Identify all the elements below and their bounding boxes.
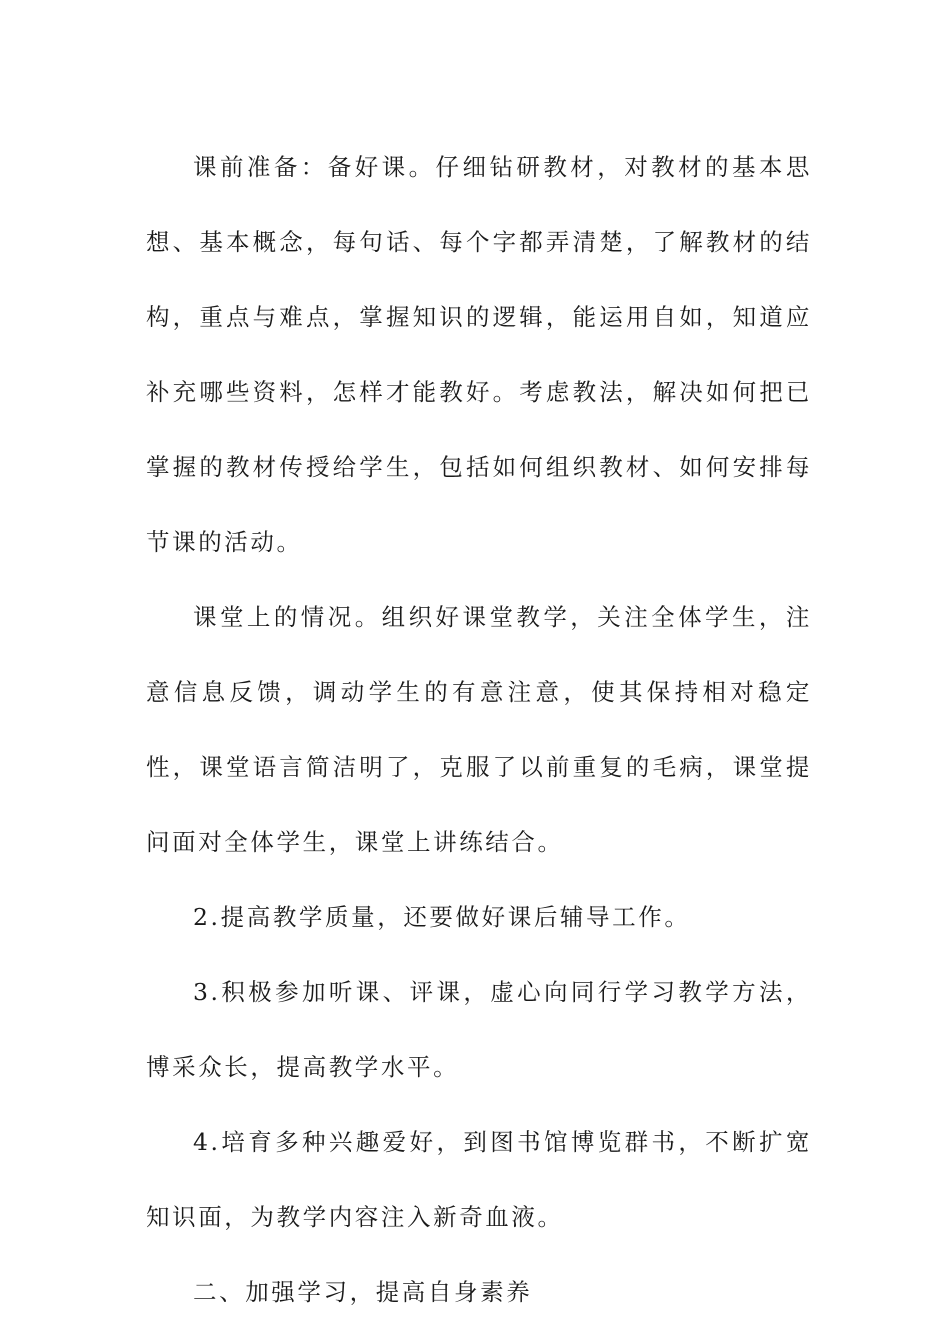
paragraph-lesson-preparation: 课前准备：备好课。仔细钻研教材，对教材的基本思想、基本概念，每句话、每个字都弄清楚，了解教材的结构，重点与难点，掌握知识的逻辑，能运用自如，知道应补充哪些资料，怎样才能教好。考虑教法，解决如何把已掌握的教材传授给学生，包括如何组织教材、如何安排每节课的活动。 <box>146 153 812 556</box>
section-heading-2: 二、加强学习，提高自身素养 <box>193 1278 533 1306</box>
paragraph-item-2: 2.提高教学质量，还要做好课后辅导工作。 <box>193 903 691 931</box>
paragraph-classroom-situation: 课堂上的情况。组织好课堂教学，关注全体学生，注意信息反馈，调动学生的有意注意，使其保持相对稳定性，课堂语言简洁明了，克服了以前重复的毛病，课堂提问面对全体学生，课堂上讲练结合。 <box>146 603 812 856</box>
paragraph-item-4: 4.培育多种兴趣爱好，到图书馆博览群书，不断扩宽知识面，为教学内容注入新奇血液。 <box>146 1128 812 1231</box>
paragraph-item-3: 3.积极参加听课、评课，虚心向同行学习教学方法，博采众长，提高教学水平。 <box>146 978 812 1081</box>
